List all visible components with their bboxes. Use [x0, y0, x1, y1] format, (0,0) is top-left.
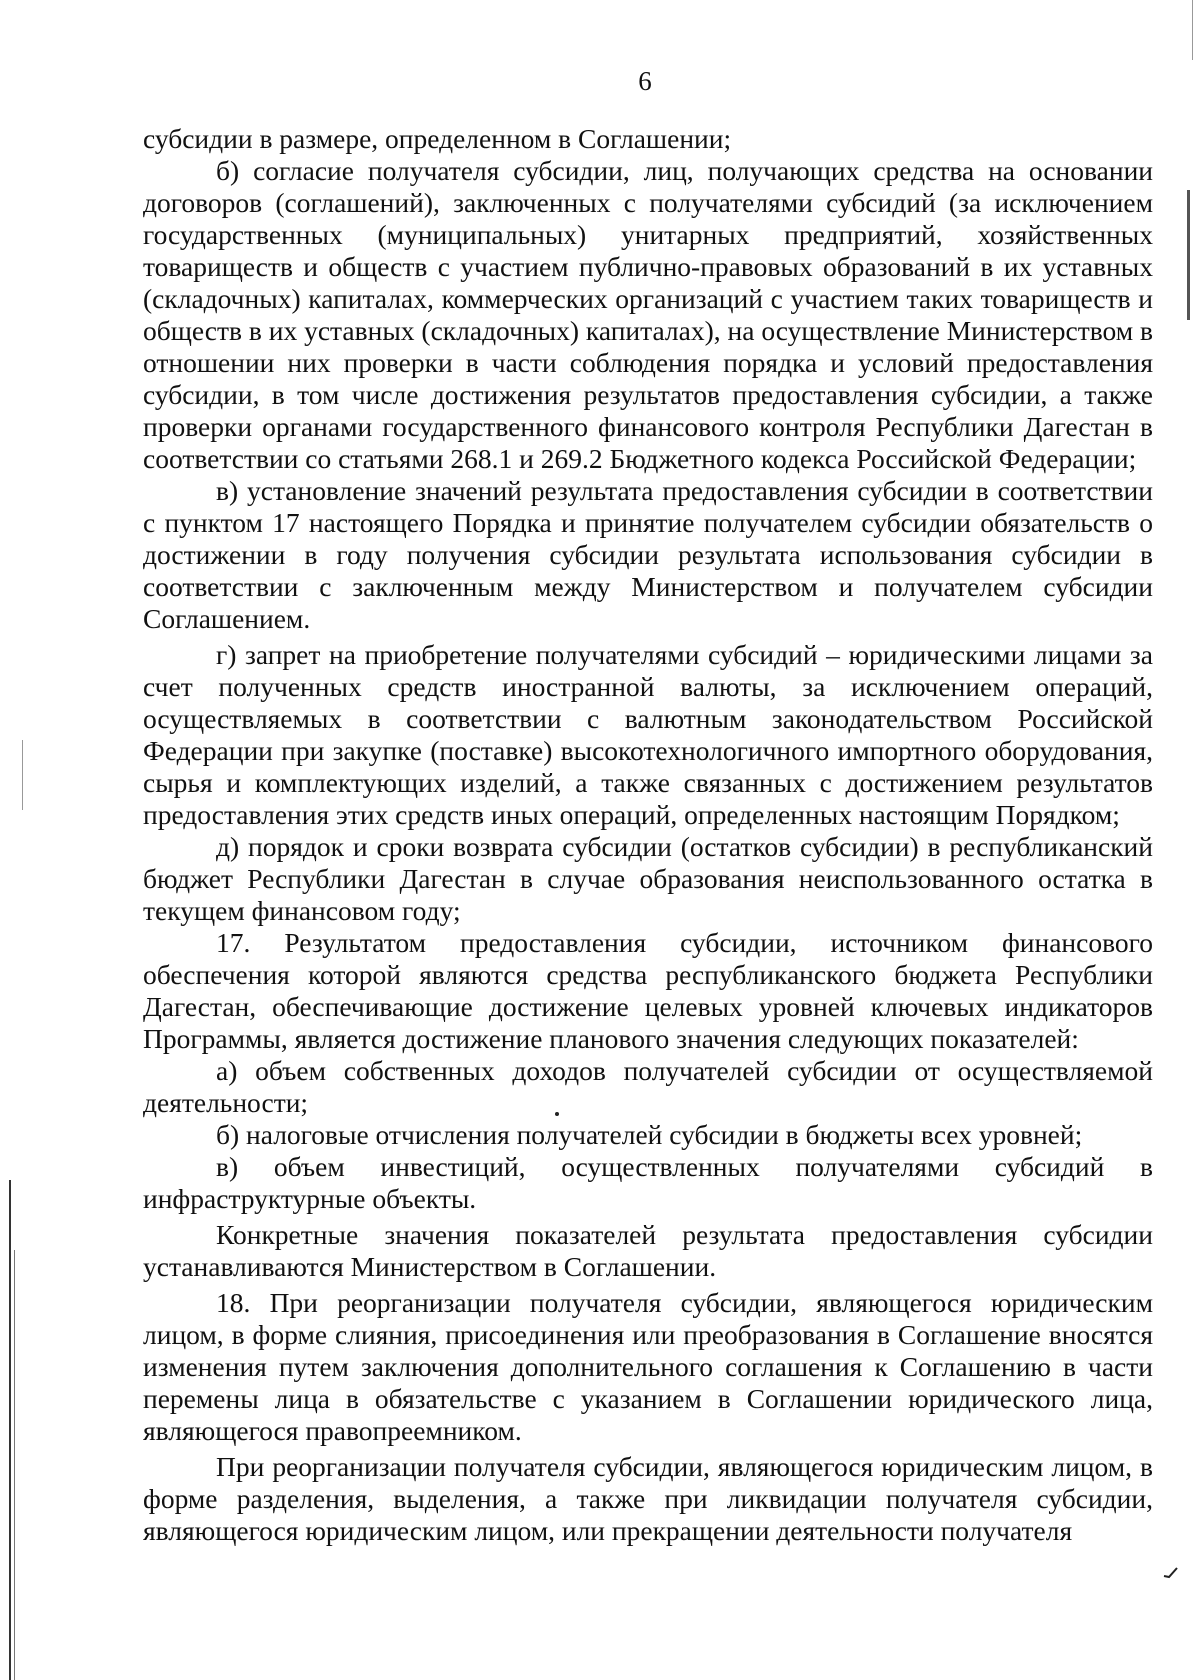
paragraph-item-v: в) установление значений результата предоставления субсидии в соответствии с пунктом 17 настоящего Порядка и принятие получателем субсидии обязательств о достижении в году получения субсидии результата использования субсидии в соответствии с заключенным между Министерством и получателем субсидии Соглашением. — [143, 475, 1153, 634]
paragraph-continuation: субсидии в размере, определенном в Соглашении; — [143, 123, 732, 154]
scan-edge-line — [1187, 190, 1190, 320]
scan-dot-mark — [555, 1112, 559, 1116]
scan-edge-line — [1192, 0, 1193, 60]
paragraph-indicator-a: а) объем собственных доходов получателей субсидии от осуществляемой деятельности; — [143, 1055, 1153, 1118]
document-body — [143, 123, 1153, 1547]
paragraph-clause-17: 17. Результатом предоставления субсидии, источником финансового обеспечения которой являются средства республиканского бюджета Республики Дагестан, обеспечивающие достижение целевых уровней ключевых индикаторов Программы, является достижение планового значения следующих показателей: — [143, 927, 1153, 1054]
scan-edge-line — [22, 740, 23, 810]
scan-edge-line — [14, 1250, 15, 1680]
paragraph-item-d: д) порядок и сроки возврата субсидии (остатков субсидии) в республиканский бюджет Республики Дагестан в случае образования неиспользованного остатка в текущем финансовом году; — [143, 831, 1153, 926]
paragraph-item-b: б) согласие получателя субсидии, лиц, получающих средства на основании договоров (соглашений), заключенных с получателями субсидий (за исключением государственных (муниципальных) унитарных предприятий, хозяйственных товариществ и обществ с участием публично-правовых образований в их уставных (складочных) капиталах, коммерческих организаций с участием таких товариществ и обществ в их уставных (складочных) капиталах), на осуществление Министерством в отношении них проверки в части соблюдения порядка и условий предоставления субсидии, в том числе достижения результатов предоставления субсидии, а также проверки органами государственного финансового контроля Республики Дагестан в соответствии со статьями 268.1 и 269.2 Бюджетного кодекса Российской Федерации; — [143, 155, 1153, 474]
paragraph-clause-18: 18. При реорганизации получателя субсидии, являющегося юридическим лицом, в форме слияния, присоединения или преобразования в Соглашение вносятся изменения путем заключения дополнительного соглашения к Соглашению в части перемены лица в обязательстве с указанием в Соглашении юридического лица, являющегося правопреемником. — [143, 1287, 1153, 1446]
paragraph-indicator-b: б) налоговые отчисления получателей субсидии в бюджеты всех уровней; — [216, 1119, 1083, 1150]
scan-scribble-mark — [1163, 1565, 1179, 1579]
paragraph-indicator-values: Конкретные значения показателей результата предоставления субсидии устанавливаются Министерством в Соглашении. — [143, 1219, 1153, 1282]
paragraph-indicator-v: в) объем инвестиций, осуществленных получателями субсидий в инфраструктурные объекты. — [143, 1151, 1153, 1214]
page-number: 6 — [638, 66, 652, 96]
paragraph-item-g: г) запрет на приобретение получателями субсидий – юридическими лицами за счет полученных средств иностранной валюты, за исключением операций, осуществляемых в соответствии с валютным законодательством Российской Федерации при закупке (поставке) высокотехнологичного импортного оборудования, сырья и комплектующих изделий, а также связанных с достижением результатов предоставления этих средств иных операций, определенных настоящим Порядком; — [143, 639, 1153, 830]
scan-edge-line — [9, 1180, 11, 1680]
paragraph-reorganization: При реорганизации получателя субсидии, являющегося юридическим лицом, в форме разделения, выделения, а также при ликвидации получателя субсидии, являющегося юридическим лицом, или прекращении деятельности получателя — [143, 1451, 1153, 1546]
